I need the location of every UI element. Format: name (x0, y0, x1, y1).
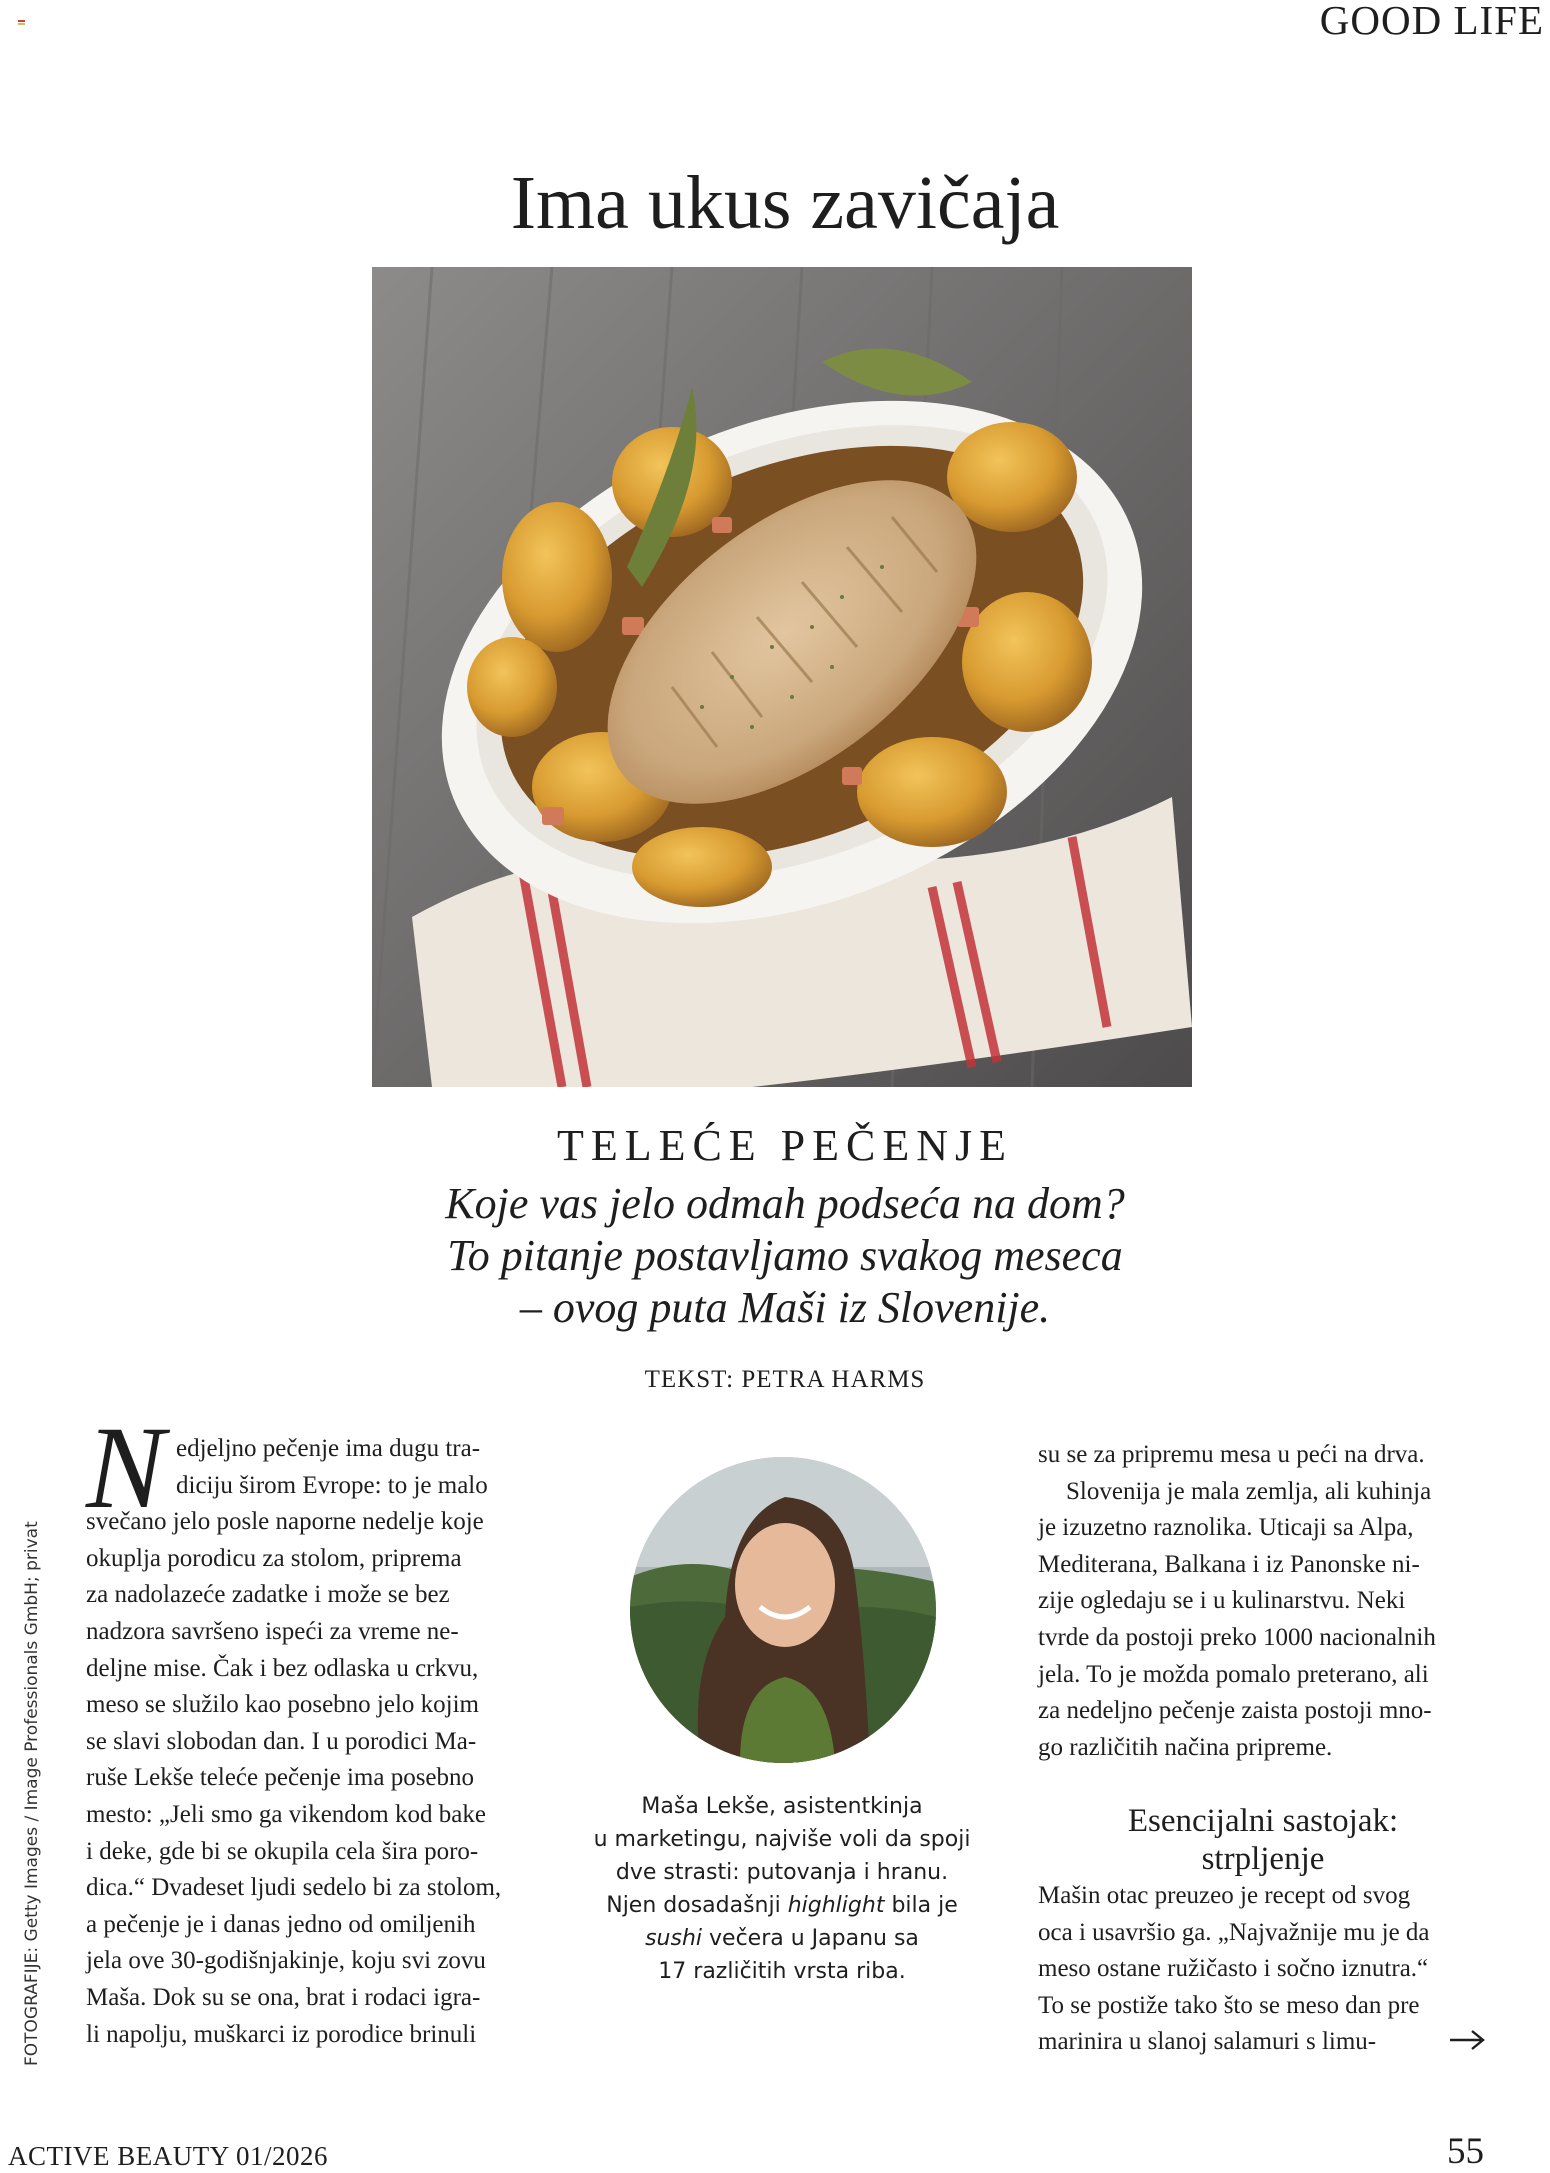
portrait-caption (560, 1790, 1004, 1988)
body-line: To se postiže tako što se meso dan pre (1038, 1991, 1420, 2019)
magazine-issue: ACTIVE BEAUTY 01/2026 (8, 2141, 328, 2171)
drop-cap: N (86, 1402, 165, 1533)
body-line: Slovenija je mala zemlja, ali kuhinja (1066, 1477, 1432, 1505)
body-column-left (86, 1402, 546, 2053)
body-column-right-continued (1038, 1878, 1488, 2061)
caption-emphasis: highlight (787, 1893, 885, 1918)
body-line: jela. To je možda pomalo preterano, ali (1038, 1660, 1429, 1688)
subheading (1038, 1802, 1488, 1878)
body-column-right (1038, 1437, 1488, 1766)
portrait-photo (630, 1457, 936, 1763)
caption-line (560, 1889, 1004, 1922)
byline: TEKST: PETRA HARMS (644, 1366, 926, 1393)
caption-line: 17 različitih vrsta riba. (658, 1959, 906, 1984)
body-line: dica.“ Dvadeset ljudi sedelo bi za stolom, (86, 1874, 502, 1902)
subheading-line: Esencijalni sastojak: (1127, 1803, 1399, 1839)
intro-line: Koje vas jelo odmah podseća na dom? (445, 1179, 1125, 1228)
body-line: diciju širom Evrope: to je malo (176, 1471, 488, 1499)
body-line: i deke, gde bi se okupila cela šira poro- (86, 1837, 479, 1865)
body-line: jela ove 30-godišnjakinje, koju svi zovu (86, 1947, 486, 1975)
body-line: zije ogledaju se i u kulinarstvu. Neki (1038, 1587, 1406, 1615)
body-line: svečano jelo posle naporne nedelje koje (86, 1508, 484, 1536)
body-line: Maša. Dok su se ona, brat i rodaci igra- (86, 1983, 481, 2011)
body-line: Mašin otac preuzeo je recept od svog (1038, 1882, 1411, 1909)
intro-line: To pitanje postavljamo svakog meseca (447, 1231, 1123, 1280)
body-line: je izuzetno raznolika. Uticaji sa Alpa, (1038, 1514, 1414, 1542)
flag-mark (18, 20, 25, 26)
caption-text: večera u Japanu sa (702, 1926, 919, 1951)
body-line: nadzora savršeno ispeći za vreme ne- (86, 1617, 459, 1645)
body-line: deljne mise. Čak i bez odlaska u crkvu, (86, 1654, 479, 1682)
body-line: edjeljno pečenje ima dugu tra- (176, 1435, 481, 1462)
caption-line: Maša Lekše, asistentkinja (641, 1794, 923, 1819)
section-label: GOOD LIFE (1319, 0, 1544, 43)
body-line: ruše Lekše teleće pečenje ima posebno (86, 1764, 475, 1792)
article-headline: Ima ukus zavičaja (510, 161, 1060, 245)
caption-line (560, 1922, 1004, 1955)
caption-text: bila je (884, 1893, 958, 1918)
caption-line: dve strasti: putovanja i hranu. (615, 1860, 949, 1885)
page-number: 55 (1447, 2131, 1484, 2172)
intro-line: – ovog puta Maši iz Slovenije. (519, 1283, 1051, 1332)
arrow-right-icon (1448, 2029, 1486, 2051)
photo-credit: FOTOGRAFIJE: Getty Images / Image Professionals GmbH; privat (22, 1521, 42, 2066)
body-line: za nedeljno pečenje zaista postoji mno- (1038, 1697, 1432, 1725)
body-line: mesto: „Jeli smo ga vikendom kod bake (86, 1800, 486, 1828)
caption-text: Njen dosadašnji (606, 1893, 788, 1918)
body-line: za nadolazeće zadatke i može se bez (86, 1581, 450, 1609)
dish-name: TELEĆE PEČENJE (556, 1121, 1014, 1170)
roast-photo (372, 267, 1192, 1087)
body-line: a pečenje je i danas jedno od omiljenih (86, 1910, 476, 1938)
body-line: su se za pripremu mesa u peći na drva. (1038, 1441, 1425, 1468)
intro-standfirst (0, 1178, 1550, 1334)
body-line: marinira u slanoj salamuri s limu- (1038, 2028, 1377, 2056)
caption-line: u marketingu, najviše voli da spoji (593, 1827, 971, 1852)
body-line: meso se služilo kao posebno jelo kojim (86, 1691, 480, 1719)
body-line: tvrde da postoji preko 1000 nacionalnih (1038, 1623, 1436, 1651)
body-line: oca i usavršio ga. „Najvažnije mu je da (1038, 1918, 1430, 1946)
body-line: meso ostane ružičasto i sočno iznutra.“ (1038, 1955, 1429, 1983)
body-line: Mediterana, Balkana i iz Panonske ni- (1038, 1550, 1420, 1578)
body-line: okuplja porodicu za stolom, priprema (86, 1544, 462, 1572)
body-line: se slavi slobodan dan. I u porodici Ma- (86, 1727, 477, 1755)
body-line: li napolju, muškarci iz porodice brinuli (86, 2020, 477, 2048)
subheading-line: strpljenje (1201, 1841, 1325, 1877)
caption-emphasis: sushi (645, 1926, 703, 1951)
body-line: go različitih načina pripreme. (1038, 1733, 1333, 1761)
